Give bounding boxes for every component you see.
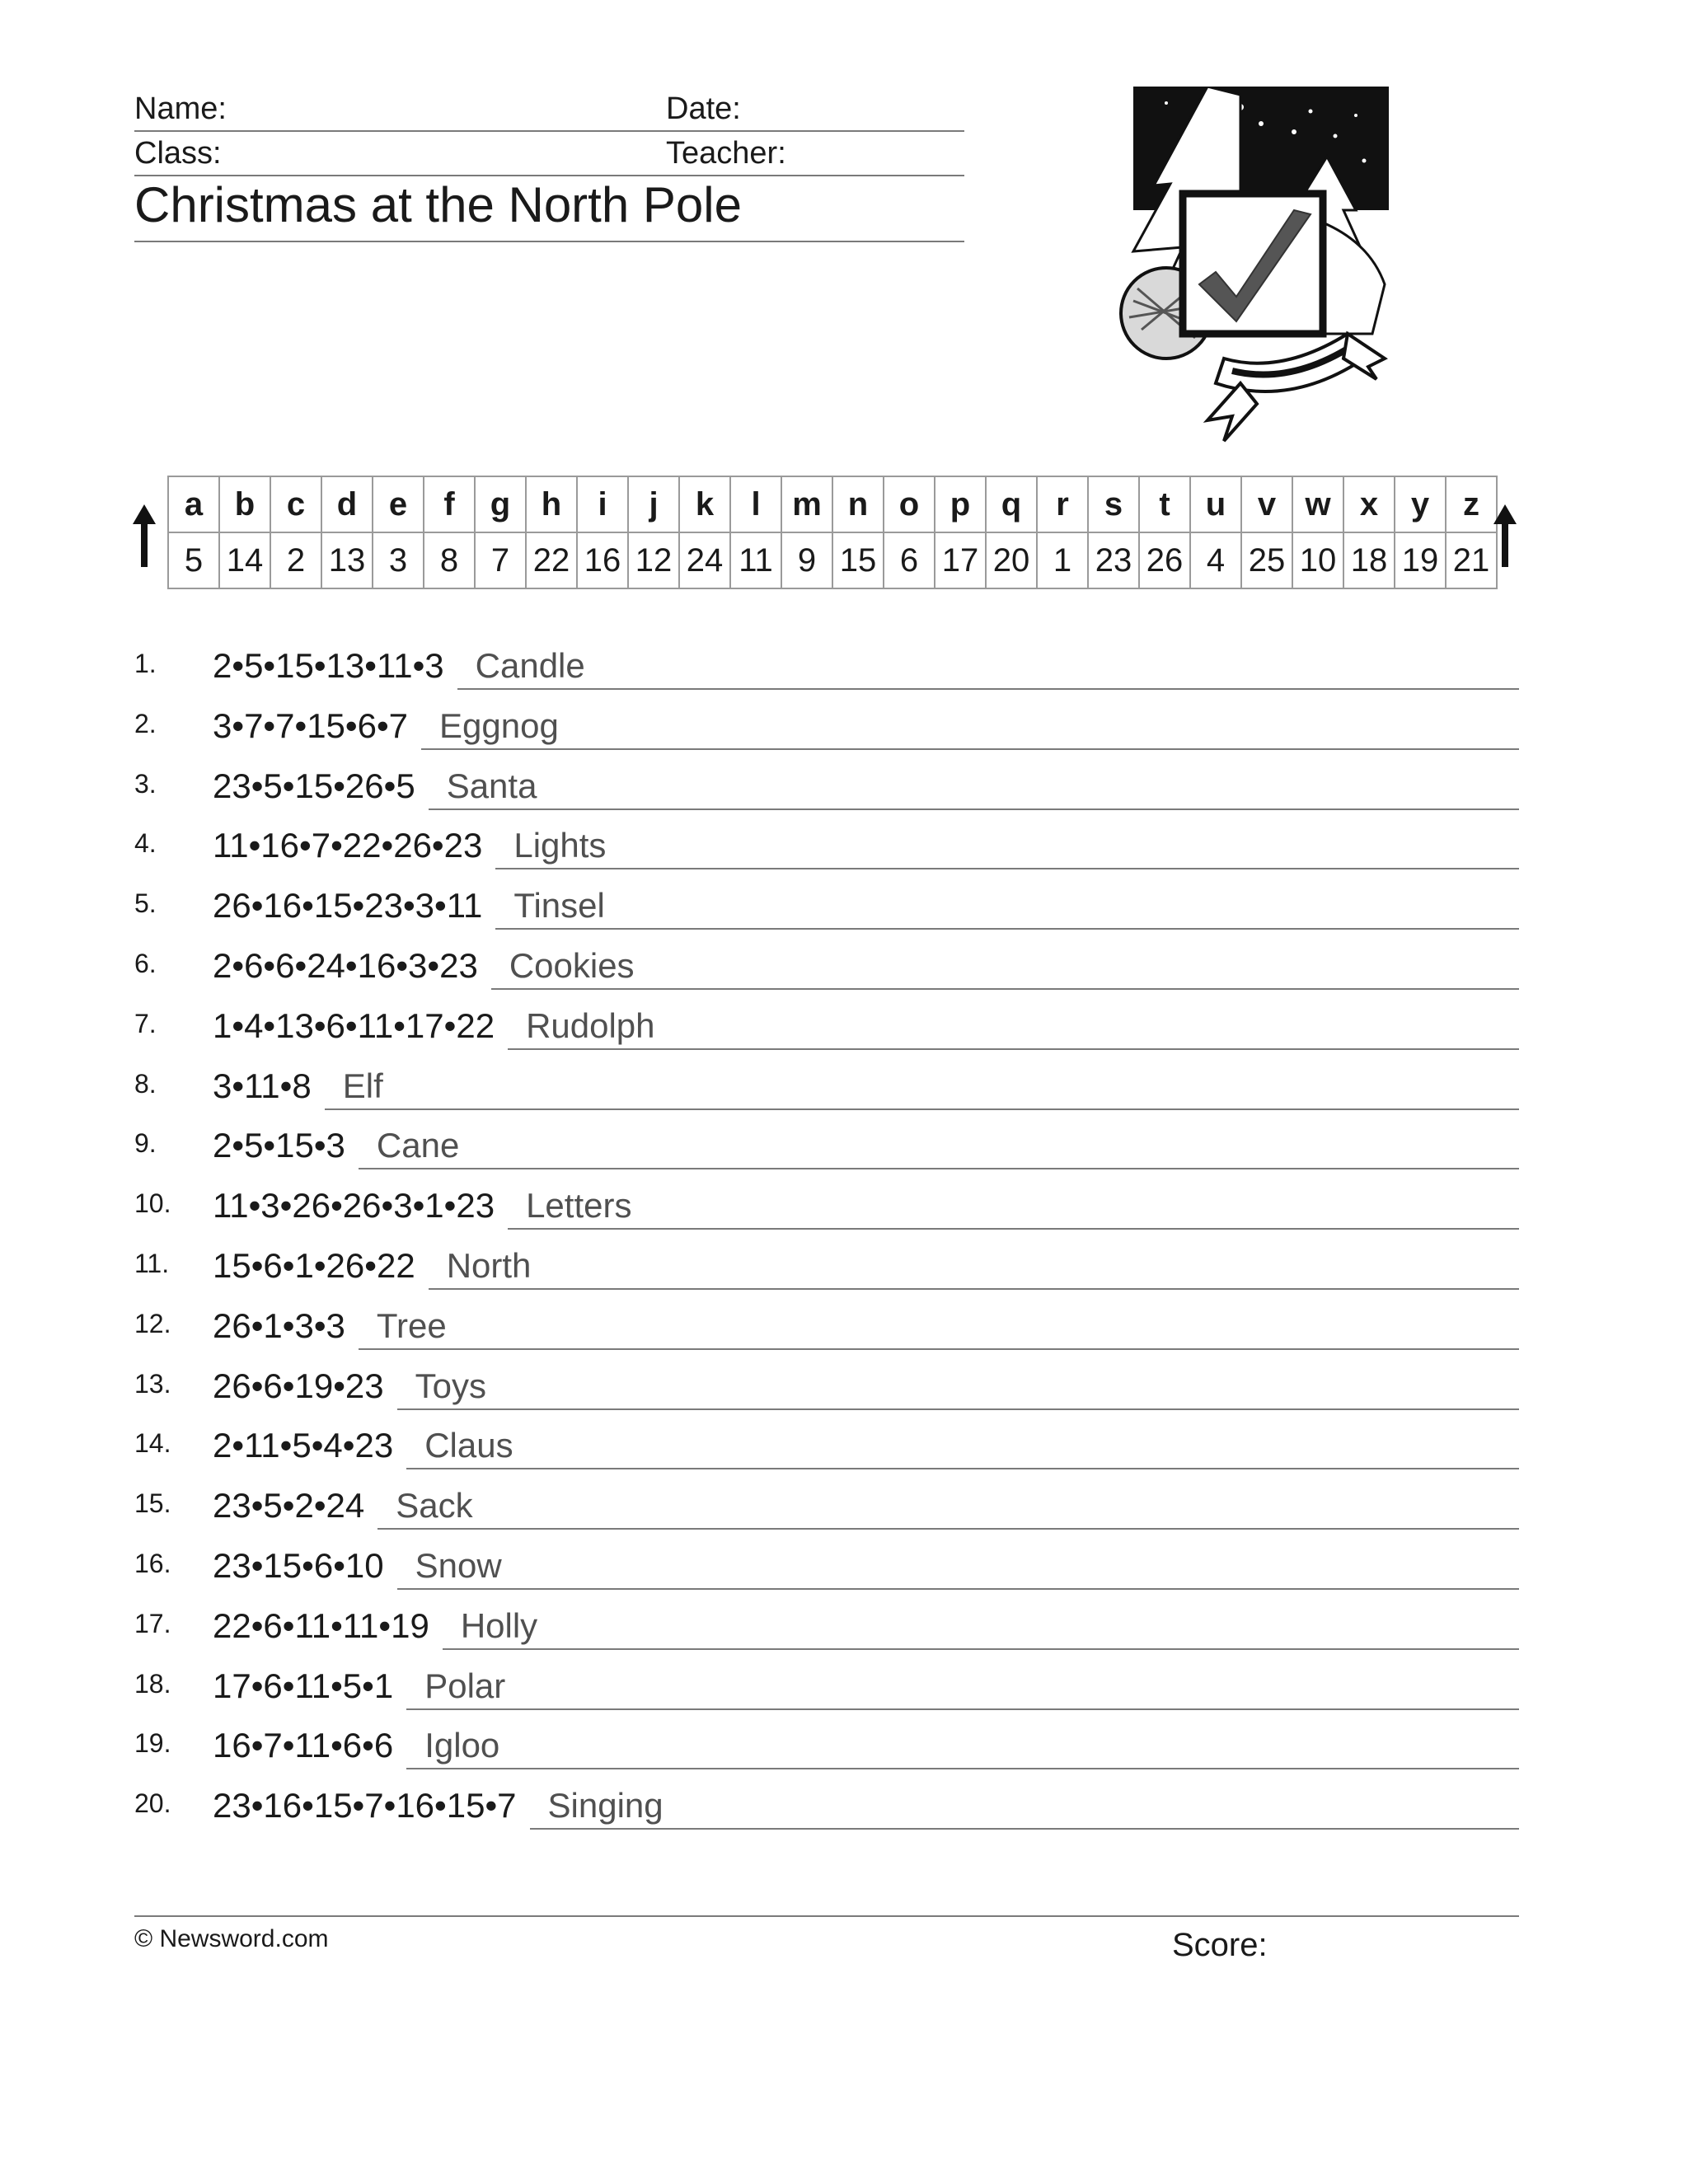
cipher-letter-cell: c xyxy=(270,476,321,532)
question-row xyxy=(134,1001,1519,1050)
question-row xyxy=(134,761,1519,810)
answer-field[interactable]: Tree xyxy=(359,1309,1519,1350)
question-number: 2. xyxy=(134,708,157,738)
cipher-letter-cell: e xyxy=(373,476,424,532)
answer-field[interactable]: Holly xyxy=(443,1609,1519,1650)
question-number: 3. xyxy=(134,768,157,799)
question-number: 6. xyxy=(134,949,157,978)
name-date-line xyxy=(134,130,964,132)
answer-field[interactable]: North xyxy=(429,1249,1519,1290)
question-body xyxy=(213,640,1519,690)
question-row xyxy=(134,880,1519,930)
question-code: 1•4•13•6•11•17•22 xyxy=(213,1005,495,1045)
question-body xyxy=(213,1240,1519,1290)
question-row xyxy=(134,820,1519,869)
answer-field[interactable]: Toys xyxy=(397,1369,1519,1410)
cipher-number-cell: 25 xyxy=(1241,532,1292,588)
question-body xyxy=(213,761,1519,810)
cipher-number-cell: 21 xyxy=(1446,532,1497,588)
date-label: Date: xyxy=(666,91,741,126)
answer-field[interactable]: Tinsel xyxy=(495,888,1519,930)
answer-field[interactable]: Rudolph xyxy=(508,1009,1519,1050)
cipher-letter-cell: h xyxy=(526,476,577,532)
footer-divider xyxy=(134,1915,1519,1917)
question-code: 2•5•15•13•11•3 xyxy=(213,646,444,685)
cipher-number-cell: 5 xyxy=(168,532,219,588)
cipher-letter-cell: q xyxy=(986,476,1037,532)
question-body xyxy=(213,1480,1519,1530)
answer-field[interactable]: Snow xyxy=(397,1549,1519,1590)
cipher-key-table xyxy=(167,476,1498,589)
cipher-letter-cell: j xyxy=(628,476,679,532)
question-body xyxy=(213,1720,1519,1769)
answer-field[interactable]: Eggnog xyxy=(421,709,1519,750)
question-code: 11•3•26•26•3•1•23 xyxy=(213,1186,495,1226)
question-body xyxy=(213,880,1519,930)
question-code: 26•6•19•23 xyxy=(213,1366,384,1405)
cipher-letter-cell: d xyxy=(321,476,373,532)
question-number: 5. xyxy=(134,888,157,919)
answer-field[interactable]: Santa xyxy=(429,769,1519,810)
cipher-letter-cell: m xyxy=(781,476,832,532)
answer-field[interactable]: Singing xyxy=(530,1788,1519,1830)
cipher-number-cell: 18 xyxy=(1343,532,1395,588)
question-body xyxy=(213,1661,1519,1710)
cipher-number-cell: 13 xyxy=(321,532,373,588)
arrow-up-icon xyxy=(128,503,161,569)
cipher-letter-cell: b xyxy=(219,476,270,532)
question-code: 23•16•15•7•16•15•7 xyxy=(213,1786,517,1825)
question-body xyxy=(213,1420,1519,1469)
question-body xyxy=(213,940,1519,990)
cipher-letter-cell: t xyxy=(1139,476,1190,532)
question-code: 2•5•15•3 xyxy=(213,1126,345,1165)
cipher-number-cell: 15 xyxy=(832,532,884,588)
cipher-letter-cell: z xyxy=(1446,476,1497,532)
cipher-number-cell: 16 xyxy=(577,532,628,588)
answer-field[interactable]: Cane xyxy=(359,1128,1519,1169)
cipher-letter-cell: i xyxy=(577,476,628,532)
cipher-number-cell: 7 xyxy=(475,532,526,588)
question-code: 11•16•7•22•26•23 xyxy=(213,826,483,865)
cipher-letter-cell: l xyxy=(730,476,781,532)
cipher-letters-row xyxy=(168,476,1497,532)
question-code: 3•7•7•15•6•7 xyxy=(213,705,409,745)
question-code: 23•15•6•10 xyxy=(213,1546,384,1585)
cipher-number-cell: 14 xyxy=(219,532,270,588)
question-row xyxy=(134,1720,1519,1769)
christmas-checkbox-icon xyxy=(1117,87,1389,445)
answer-field[interactable]: Polar xyxy=(406,1669,1519,1710)
cipher-numbers-row xyxy=(168,532,1497,588)
question-body xyxy=(213,1061,1519,1110)
cipher-number-cell: 23 xyxy=(1088,532,1139,588)
question-body xyxy=(213,1540,1519,1590)
cipher-number-cell: 26 xyxy=(1139,532,1190,588)
cipher-letter-cell: y xyxy=(1395,476,1446,532)
question-number: 19. xyxy=(134,1728,171,1759)
answer-field[interactable]: Igloo xyxy=(406,1728,1519,1769)
question-number: 15. xyxy=(134,1488,171,1519)
cipher-letter-cell: o xyxy=(884,476,935,532)
question-row xyxy=(134,1601,1519,1650)
question-code: 23•5•15•26•5 xyxy=(213,766,415,805)
question-code: 22•6•11•11•19 xyxy=(213,1605,429,1645)
question-number: 7. xyxy=(134,1008,157,1038)
cipher-number-cell: 20 xyxy=(986,532,1037,588)
question-row xyxy=(134,1540,1519,1590)
question-row xyxy=(134,1780,1519,1830)
cipher-letter-cell: r xyxy=(1037,476,1088,532)
question-code: 2•6•6•24•16•3•23 xyxy=(213,946,478,985)
question-number: 18. xyxy=(134,1668,171,1699)
cipher-number-cell: 11 xyxy=(730,532,781,588)
question-number: 10. xyxy=(134,1188,171,1219)
cipher-number-cell: 8 xyxy=(424,532,475,588)
answer-field[interactable]: Letters xyxy=(508,1188,1519,1230)
cipher-letter-cell: g xyxy=(475,476,526,532)
answer-field[interactable]: Sack xyxy=(377,1488,1519,1530)
cipher-letter-cell: f xyxy=(424,476,475,532)
question-number: 8. xyxy=(134,1068,157,1099)
question-code: 2•11•5•4•23 xyxy=(213,1426,394,1465)
cipher-letter-cell: a xyxy=(168,476,219,532)
cipher-number-cell: 2 xyxy=(270,532,321,588)
teacher-label: Teacher: xyxy=(666,136,786,171)
question-code: 26•16•15•23•3•11 xyxy=(213,886,483,926)
cipher-number-cell: 9 xyxy=(781,532,832,588)
cipher-number-cell: 1 xyxy=(1037,532,1088,588)
question-row xyxy=(134,1120,1519,1169)
cipher-number-cell: 6 xyxy=(884,532,935,588)
question-number: 14. xyxy=(134,1428,171,1459)
answer-field[interactable]: Candle xyxy=(457,649,1519,690)
cipher-letter-cell: n xyxy=(832,476,884,532)
question-code: 23•5•2•24 xyxy=(213,1486,365,1526)
score-label: Score: xyxy=(1172,1927,1268,1963)
question-row xyxy=(134,1420,1519,1469)
page-title: Christmas at the North Pole xyxy=(134,177,742,232)
question-body xyxy=(213,701,1519,750)
question-number: 12. xyxy=(134,1308,171,1338)
question-code: 17•6•11•5•1 xyxy=(213,1666,394,1705)
question-row xyxy=(134,701,1519,750)
cipher-number-cell: 17 xyxy=(935,532,986,588)
question-body xyxy=(213,1001,1519,1050)
question-number: 11. xyxy=(134,1249,170,1278)
cipher-letter-cell: s xyxy=(1088,476,1139,532)
cipher-number-cell: 22 xyxy=(526,532,577,588)
question-row xyxy=(134,1061,1519,1110)
question-number: 13. xyxy=(134,1368,171,1399)
question-number: 1. xyxy=(134,649,157,678)
question-body xyxy=(213,1780,1519,1830)
question-body xyxy=(213,1120,1519,1169)
question-row xyxy=(134,1480,1519,1530)
answer-field[interactable]: Lights xyxy=(495,828,1519,869)
question-code: 3•11•8 xyxy=(213,1066,312,1105)
title-underline xyxy=(134,241,964,242)
question-body xyxy=(213,1301,1519,1350)
question-code: 15•6•1•26•22 xyxy=(213,1246,415,1285)
answer-field[interactable]: Cookies xyxy=(491,949,1519,990)
question-number: 4. xyxy=(134,828,157,859)
cipher-number-cell: 24 xyxy=(679,532,730,588)
question-row xyxy=(134,1240,1519,1290)
question-row xyxy=(134,1361,1519,1410)
question-number: 9. xyxy=(134,1128,157,1159)
class-teacher-line xyxy=(134,175,964,176)
cipher-letter-cell: p xyxy=(935,476,986,532)
cipher-letter-cell: u xyxy=(1190,476,1241,532)
question-body xyxy=(213,820,1519,869)
cipher-letter-cell: x xyxy=(1343,476,1395,532)
cipher-letter-cell: w xyxy=(1292,476,1343,532)
question-row xyxy=(134,640,1519,690)
question-number: 20. xyxy=(134,1788,171,1819)
cipher-number-cell: 4 xyxy=(1190,532,1241,588)
question-code: 26•1•3•3 xyxy=(213,1305,345,1345)
answer-field[interactable]: Claus xyxy=(406,1428,1519,1469)
question-body xyxy=(213,1601,1519,1650)
question-number: 16. xyxy=(134,1549,171,1578)
cipher-letter-cell: k xyxy=(679,476,730,532)
copyright-text: © Newsword.com xyxy=(134,1925,329,1952)
question-code: 16•7•11•6•6 xyxy=(213,1726,394,1765)
question-body xyxy=(213,1361,1519,1410)
question-row xyxy=(134,1301,1519,1350)
arrow-up-icon xyxy=(1489,503,1522,569)
cipher-number-cell: 19 xyxy=(1395,532,1446,588)
answer-field[interactable]: Elf xyxy=(325,1069,1519,1110)
cipher-number-cell: 10 xyxy=(1292,532,1343,588)
question-body xyxy=(213,1180,1519,1230)
cipher-number-cell: 12 xyxy=(628,532,679,588)
question-number: 17. xyxy=(134,1608,171,1638)
question-row xyxy=(134,940,1519,990)
class-label: Class: xyxy=(134,136,222,171)
cipher-number-cell: 3 xyxy=(373,532,424,588)
cipher-letter-cell: v xyxy=(1241,476,1292,532)
question-row xyxy=(134,1661,1519,1710)
name-label: Name: xyxy=(134,91,227,126)
question-row xyxy=(134,1180,1519,1230)
